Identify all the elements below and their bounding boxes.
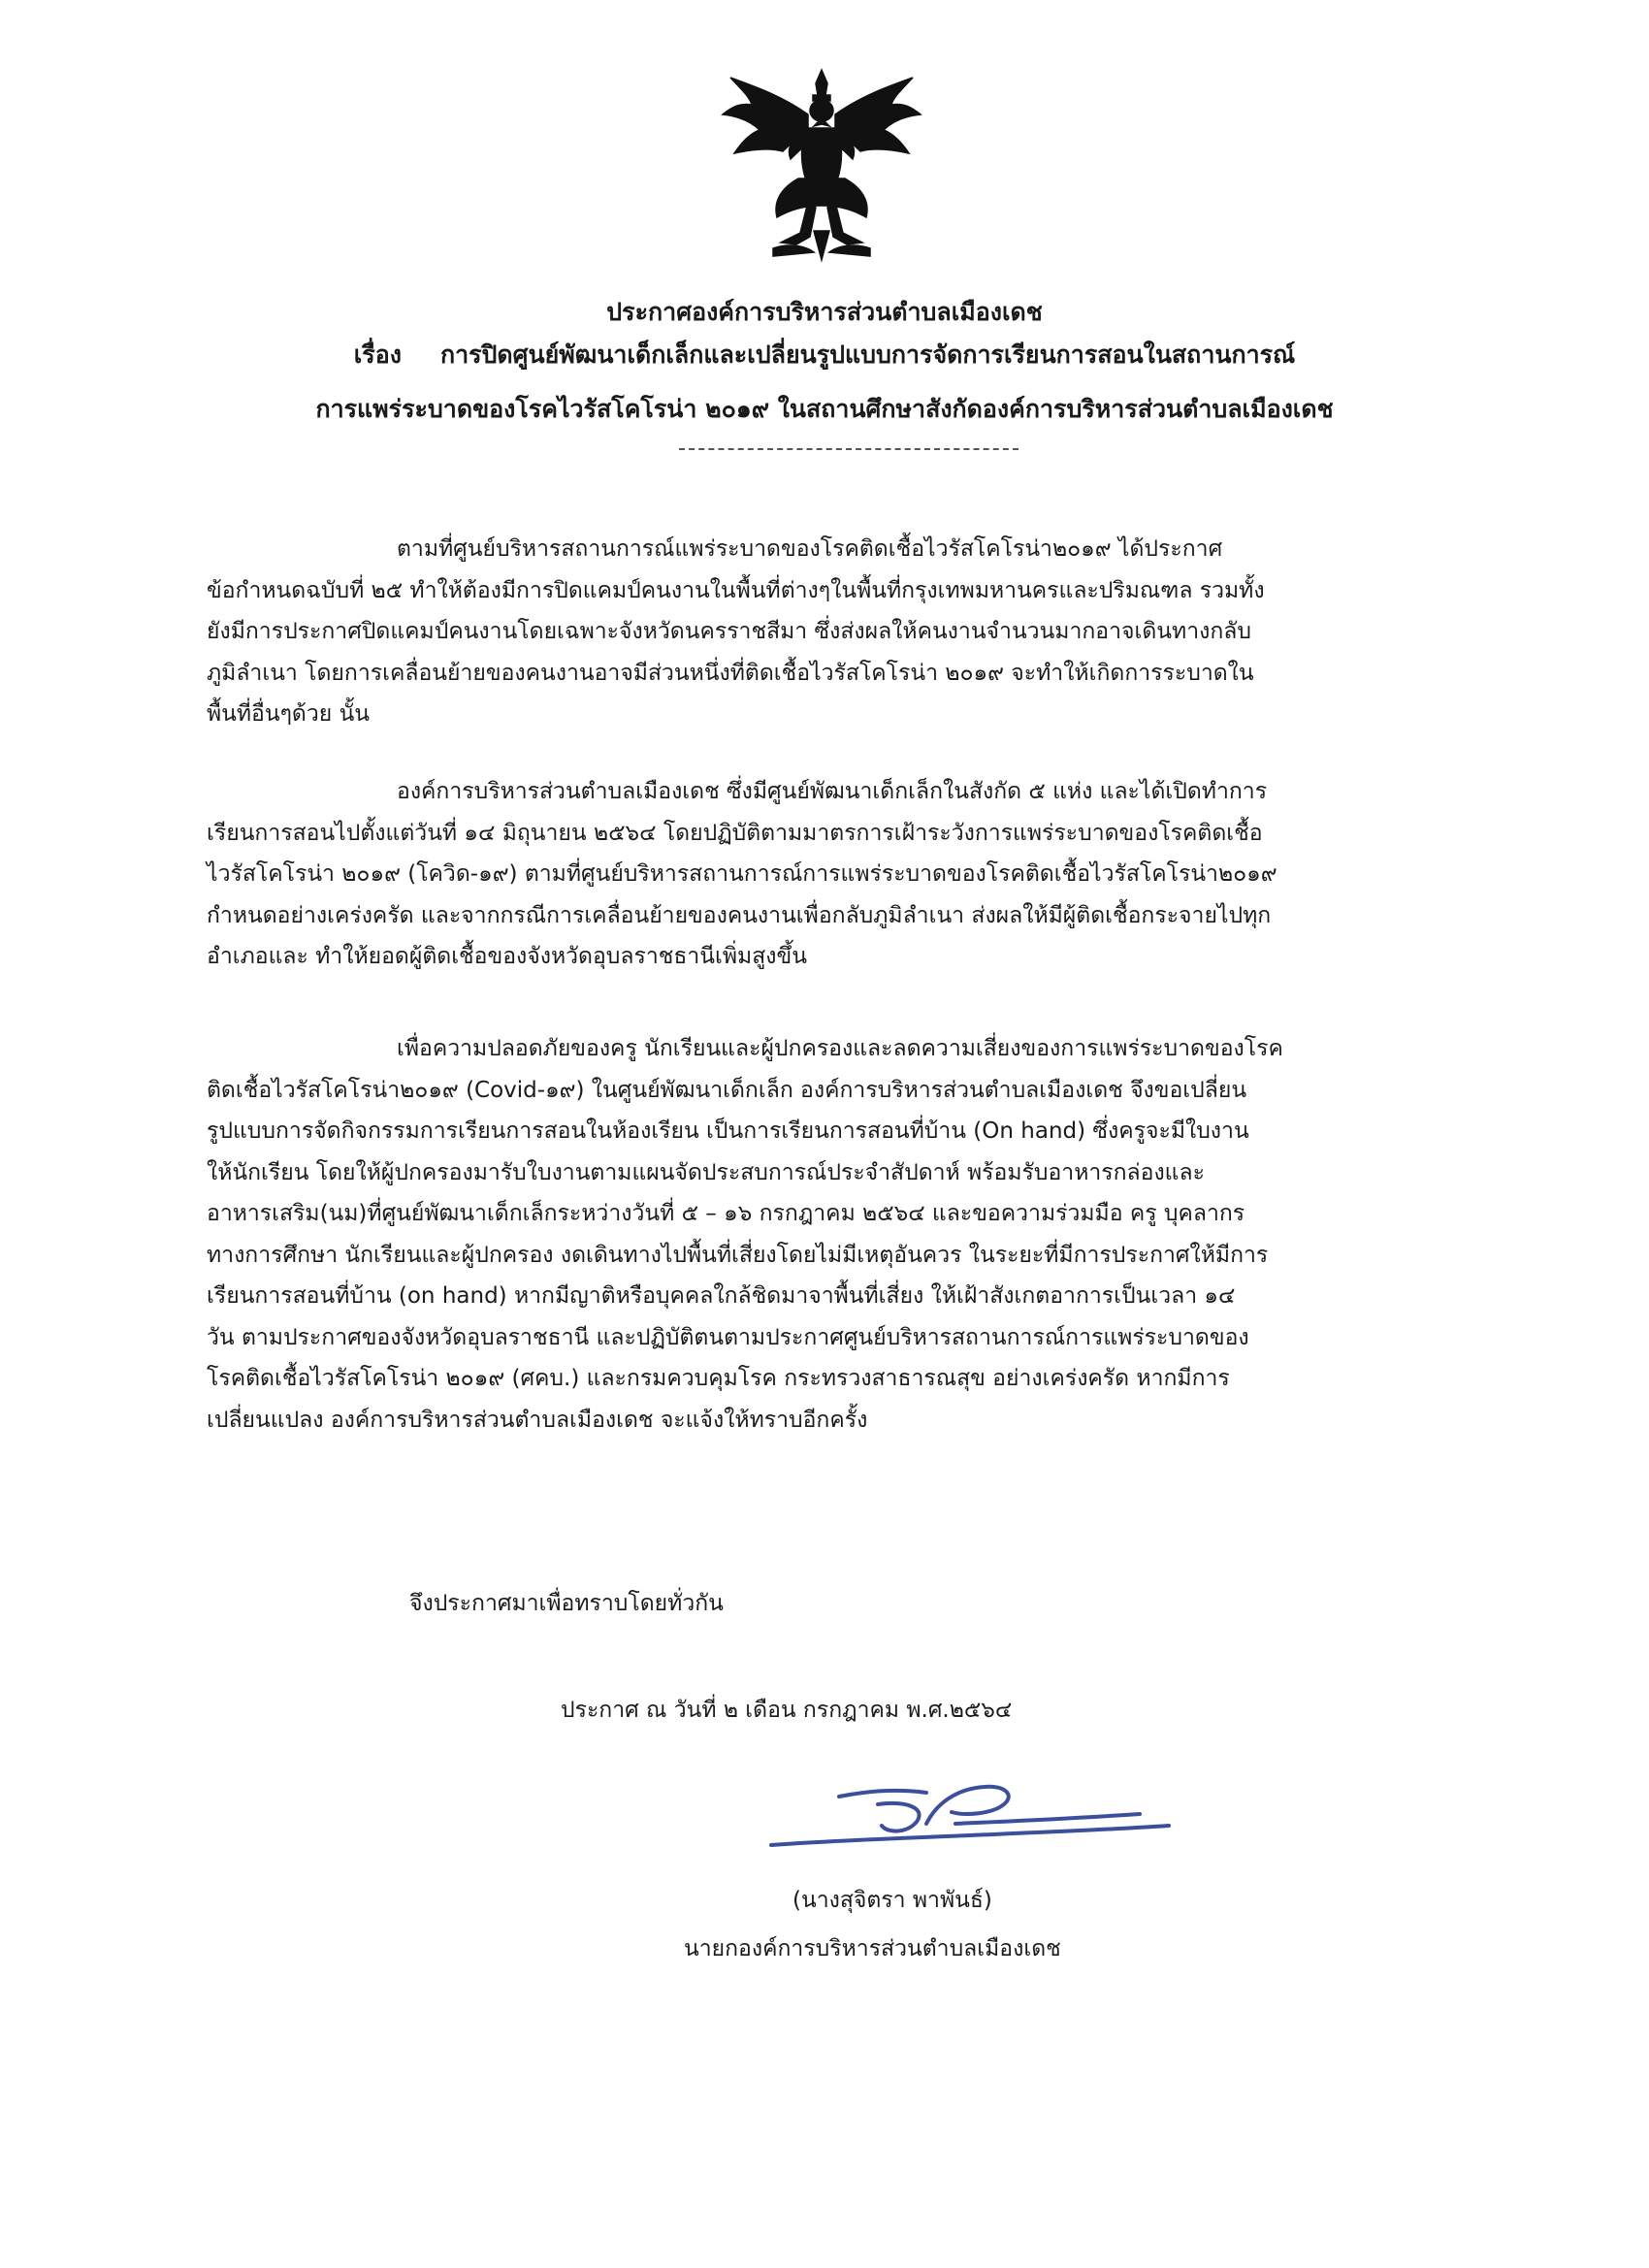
paragraph-line: ตามที่ศูนย์บริหารสถานการณ์แพร่ระบาดของโรคติดเชื้อไวรัสโคโรน่า๒๐๑๙ ได้ประกาศ <box>397 536 1223 562</box>
paragraph-line: พื้นที่อื่นๆด้วย นั้น <box>207 701 371 727</box>
paragraph-line: ให้นักเรียน โดยให้ผู้ปกครองมารับใบงานตามแผนจัดประสบการณ์ประจำสัปดาห์ พร้อมรับอาหารกล่องและ <box>207 1159 1205 1185</box>
paragraph-line: อำเภอและ ทำให้ยอดผู้ติดเชื้อของจังหวัดอุบลราชธานีเพิ่มสูงขึ้น <box>207 944 807 969</box>
subject-label: เรื่อง <box>353 340 402 369</box>
announcement-title: ประกาศองค์การบริหารส่วนตำบลเมืองเดช <box>606 298 1043 326</box>
subject-text-1: การปิดศูนย์พัฒนาเด็กเล็กและเปลี่ยนรูปแบบการจัดการเรียนการสอนในสถานการณ์ <box>439 340 1296 369</box>
signatory-name: (นางสุจิตรา พาพันธ์) <box>792 1888 992 1913</box>
paragraph-line: กำหนดอย่างเคร่งครัด และจากกรณีการเคลื่อนย้ายของคนงานเพื่อกลับภูมิลำเนา ส่งผลให้มีผู้ติดเชื้อกระจายไปทุก <box>207 902 1272 928</box>
header-divider <box>679 448 1018 450</box>
paragraph-line: โรคติดเชื้อไวรัสโคโรน่า ๒๐๑๙ (ศคบ.) และกรมควบคุมโรค กระทรวงสาธารณสุข อย่างเคร่งครัด หากมีการ <box>207 1366 1230 1391</box>
garuda-emblem-icon <box>713 66 931 270</box>
paragraph-line: อาหารเสริม(นม)ที่ศูนย์พัฒนาเด็กเล็กระหว่างวันที่ ๕ – ๑๖ กรกฎาคม ๒๕๖๔ และขอความร่วมมือ ครู บุคลากร <box>207 1201 1245 1226</box>
subject-line-2: การแพร่ระบาดของโรคไวรัสโคโรน่า ๒๐๑๙ ในสถานศึกษาสังกัดองค์การบริหารส่วนตำบลเมืองเดช <box>315 395 1334 423</box>
closing-statement: จึงประกาศมาเพื่อทราบโดยทั่วกัน <box>409 1591 724 1616</box>
paragraph-line: เรียนการสอนไปตั้งแต่วันที่ ๑๔ มิถุนายน ๒๕๖๔ โดยปฏิบัติตามมาตรการเฝ้าระวังการแพร่ระบาดของโรคติดเชื้อ <box>207 820 1263 846</box>
paragraph-line: องค์การบริหารส่วนตำบลเมืองเดช ซึ่งมีศูนย์พัฒนาเด็กเล็กในสังกัด ๕ แห่ง และได้เปิดทำการ <box>397 779 1268 804</box>
paragraph-line: เพื่อความปลอดภัยของครู นักเรียนและผู้ปกครองและลดความเสี่ยงของการแพร่ระบาดของโรค <box>397 1036 1283 1061</box>
paragraph-line: ภูมิลำเนา โดยการเคลื่อนย้ายของคนงานอาจมีส่วนหนึ่งที่ติดเชื้อไวรัสโคโรน่า ๒๐๑๙ จะทำให้เกิดการระบาดใน <box>207 660 1254 686</box>
announcement-date: ประกาศ ณ วันที่ ๒ เดือน กรกฎาคม พ.ศ.๒๕๖๔ <box>561 1698 1013 1723</box>
paragraph-line: รูปแบบการจัดกิจกรรมการเรียนการสอนในห้องเรียน เป็นการเรียนการสอนที่บ้าน (On hand) ซึ่งครูจะมีใบงาน <box>207 1118 1249 1144</box>
signature-icon <box>761 1766 1179 1872</box>
paragraph-1 <box>207 529 1468 735</box>
paragraph-line: วัน ตามประกาศของจังหวัดอุบลราชธานี และปฏิบัติตนตามประกาศศูนย์บริหารสถานการณ์การแพร่ระบาดของ <box>207 1324 1249 1350</box>
subject-line-1 <box>194 334 1455 376</box>
paragraph-line: ไวรัสโคโรน่า ๒๐๑๙ (โควิด-๑๙) ตามที่ศูนย์บริหารสถานการณ์การแพร่ระบาดของโรคติดเชื้อไวรัสโคโรน่า๒๐๑๙ <box>207 861 1277 887</box>
paragraph-line: ยังมีการประกาศปิดแคมป์คนงานโดยเฉพาะจังหวัดนครราชสีมา ซึ่งส่งผลให้คนงานจำนวนมากอาจเดินทางกลับ <box>207 619 1251 644</box>
paragraph-line: เรียนการสอนที่บ้าน (on hand) หากมีญาติหรือบุคคลใกล้ชิดมาจาพื้นที่เสี่ยง ให้เฝ้าสังเกตอาการเป็นเวลา ๑๔ <box>207 1283 1236 1309</box>
signatory-position: นายกองค์การบริหารส่วนตำบลเมืองเดช <box>684 1936 1061 1961</box>
paragraph-3 <box>207 1028 1468 1441</box>
paragraph-line: ติดเชื้อไวรัสโคโรน่า๒๐๑๙ (Covid-๑๙) ในศูนย์พัฒนาเด็กเล็ก องค์การบริหารส่วนตำบลเมืองเดช จึงขอเปลี่ยน <box>207 1077 1247 1103</box>
paragraph-2 <box>207 771 1468 978</box>
paragraph-line: ทางการศึกษา นักเรียนและผู้ปกครอง งดเดินทางไปพื้นที่เสี่ยงโดยไม่มีเหตุอันควร ในระยะที่มีการประกาศให้มีการ <box>207 1242 1269 1268</box>
paragraph-line: ข้อกำหนดฉบับที่ ๒๕ ทำให้ต้องมีการปิดแคมป์คนงานในพื้นที่ต่างๆในพื้นที่กรุงเทพมหานครและปริมณฑล รวมทั้ง <box>207 577 1265 603</box>
paragraph-line: เปลี่ยนแปลง องค์การบริหารส่วนตำบลเมืองเดช จะแจ้งให้ทราบอีกครั้ง <box>207 1407 868 1433</box>
